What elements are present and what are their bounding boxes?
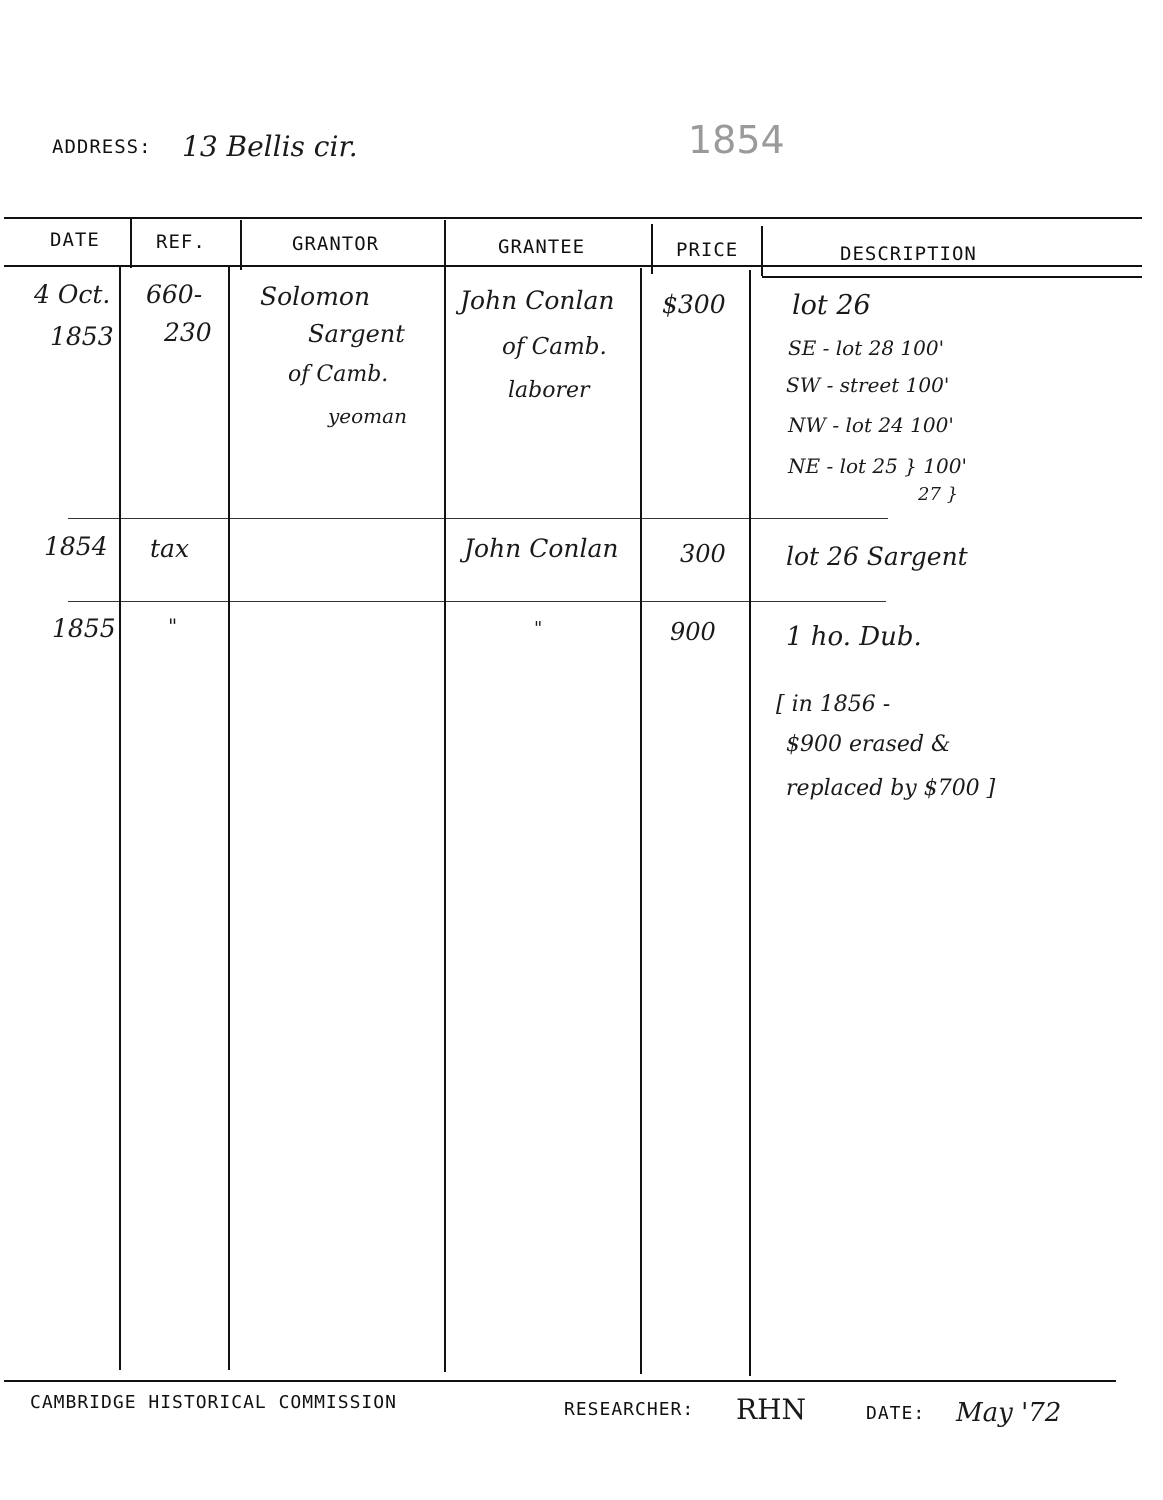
date-label: DATE:	[866, 1403, 926, 1424]
col-divider-date-header	[130, 218, 132, 268]
col-divider-grantee	[640, 268, 642, 1374]
col-divider-grantor	[444, 220, 446, 1372]
col-divider-ref	[228, 265, 230, 1370]
row1-desc-line6: 27 }	[918, 484, 959, 505]
row3-date: 1855	[52, 614, 116, 643]
row1-grantee-line2: of Camb.	[502, 334, 607, 360]
row2-grantee: John Conlan	[464, 534, 619, 563]
col-header-grantee: GRANTEE	[498, 236, 586, 258]
row1-desc-line1: lot 26	[792, 290, 871, 321]
row2-date: 1854	[44, 532, 108, 561]
row1-grantee-line1: John Conlan	[460, 286, 615, 315]
row2-desc: lot 26 Sargent	[786, 542, 968, 571]
row-divider-1	[68, 518, 888, 519]
col-header-grantor: GRANTOR	[292, 233, 380, 255]
col-header-date: DATE	[50, 229, 100, 251]
researcher-value: RHN	[736, 1393, 806, 1426]
row1-grantor-line2: Sargent	[308, 320, 405, 348]
table-top-line	[4, 217, 1142, 219]
row3-grantee: "	[534, 618, 543, 639]
row3-desc-line4: replaced by $700 ]	[786, 776, 996, 801]
row3-ref: "	[168, 614, 178, 638]
row2-price: 300	[680, 540, 726, 568]
row1-ref-line1: 660-	[146, 280, 203, 309]
row1-desc-line3: SW - street 100'	[786, 373, 950, 397]
address-value: 13 Bellis cir.	[182, 130, 358, 163]
address-label: ADDRESS:	[52, 136, 152, 158]
pencil-note: 1854	[688, 118, 785, 162]
col-header-description: DESCRIPTION	[840, 243, 977, 265]
row1-desc-line5: NE - lot 25 } 100'	[788, 454, 967, 478]
row1-grantor-line4: yeoman	[328, 404, 407, 428]
col-divider-date	[119, 265, 121, 1370]
table-bottom-line	[4, 1380, 1116, 1382]
row-divider-2	[68, 601, 886, 602]
row1-grantor-line3: of Camb.	[288, 362, 389, 387]
row1-grantor-line1: Solomon	[260, 282, 371, 311]
col-divider-grantee-header	[651, 224, 653, 274]
row1-desc-line4: NW - lot 24 100'	[788, 413, 954, 437]
row3-desc-line2: [ in 1856 -	[776, 692, 891, 717]
col-header-ref: REF.	[156, 231, 206, 253]
row1-desc-line2: SE - lot 28 100'	[788, 336, 945, 360]
row1-date-line1: 4 Oct.	[34, 280, 111, 309]
row3-desc-line1: 1 ho. Dub.	[786, 622, 922, 652]
row3-price: 900	[670, 618, 716, 646]
col-divider-price	[749, 270, 751, 1376]
footer-org: CAMBRIDGE HISTORICAL COMMISSION	[30, 1392, 397, 1413]
date-value: May '72	[956, 1398, 1062, 1428]
desc-header-bottom-line	[762, 276, 1142, 278]
col-divider-ref-header	[240, 220, 242, 270]
row2-ref: tax	[150, 534, 190, 563]
row1-ref-line2: 230	[164, 318, 212, 347]
row3-desc-line3: $900 erased &	[786, 732, 951, 757]
header-bottom-line	[4, 265, 1142, 267]
row1-grantee-line3: laborer	[508, 378, 590, 403]
row1-date-line2: 1853	[50, 322, 114, 351]
researcher-label: RESEARCHER:	[564, 1399, 695, 1420]
col-header-price: PRICE	[676, 239, 739, 261]
row1-price: $300	[662, 290, 726, 319]
col-divider-price-header	[761, 226, 763, 276]
